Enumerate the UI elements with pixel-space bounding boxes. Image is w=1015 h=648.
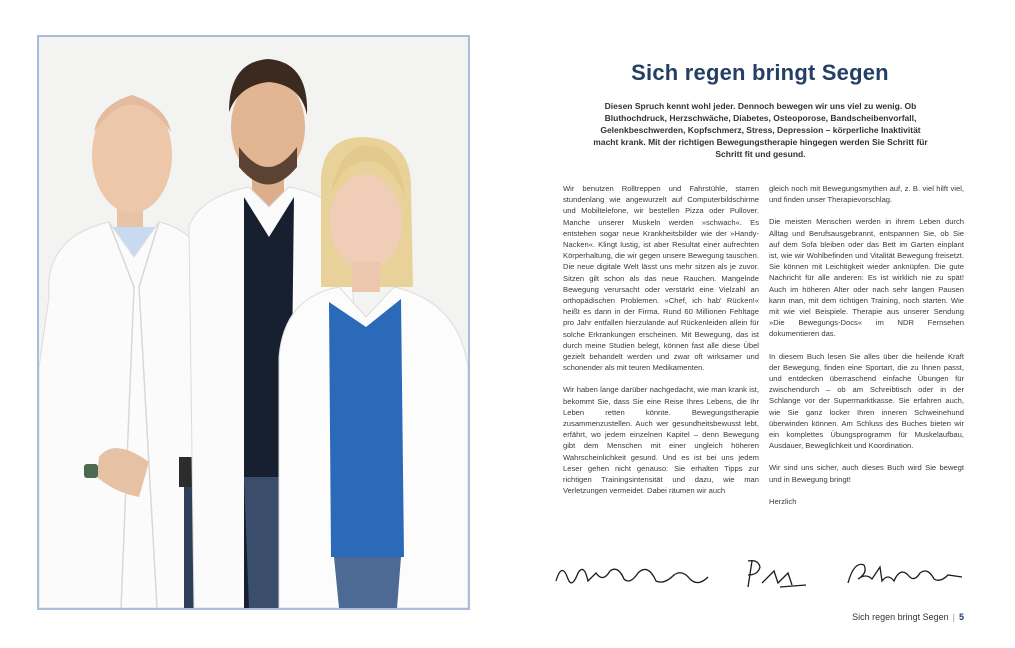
body-paragraph: Die meisten Menschen werden in ihrem Leben durch Alltag und Berufsausgebrannt, entspannen Sie, ob Sie auf dem Sofa bleiben oder das Bett im Garten einplant ist, wie wir Wohlbefinden und Vitalität Bewegung freisetzt. Sie können mit Leichtigkeit wieder anknüpfen. Die gute Nachricht für alle anderen: Es ist wirklich nie zu spät! Auch im höheren Alter oder nach sehr langen Pausen kann man, mit dem richtigen Training, noch starten. Wie mit wie viel Beispiele. Therapie aus unserer Sendung »Die Bewegungs-Docs« im NDR Fernsehen dokumentieren das.: [769, 217, 964, 339]
page-footer: [852, 612, 964, 622]
body-paragraph: Wir sind uns sicher, auch dieses Buch wird Sie bewegt und in Bewegung bringt!: [769, 463, 964, 484]
body-paragraph: Wir benutzen Rolltreppen und Fahrstühle, starren stundenlang wie angewurzelt auf Computerbildschirme und Mobiltelefone, wir bestellen Pizza oder Pullover. Manche unserer Muskeln werden »schwach«. Es entstehen sogar neue Krankheitsbilder wie der »Handy-Nacken«. Klingt lustig, ist aber Resultat einer aufrechten Körperhaltung, die wir gegen unsere Bewegung tauschen. Die neue digitale Welt lässt uns mehr sitzen als je zuvor. Sitzen gilt schon als das neue Rauchen. Mangelnde Bewegung verursacht oder verstärkt eine Vielzahl an orthopädischen Problemen. »Chef, ich hab' Rücken!« heißt es dann in der Firma. Rund 60 Millionen Fehltage pro Jahr entfallen hierzulande auf Rückenleiden allein für solche Erkrankungen erscheinen. Mit Bewegung, das ist durch meine Studien belegt, können fast alle diese Übel gezielt behandelt werden und zwar oft wirksamer und schonender als mit teuren Medikamenten.: [563, 184, 759, 373]
left-text-column: [563, 183, 759, 507]
footer-chapter: Sich regen bringt Segen: [852, 612, 949, 622]
author-photo: [37, 35, 470, 610]
page-number: 5: [958, 612, 964, 622]
page-title: Sich regen bringt Segen: [631, 60, 889, 85]
signature-2: [748, 561, 806, 587]
body-paragraph: Wir haben lange darüber nachgedacht, wie man krank ist, bekommt Sie, dass Sie eine Reise Ihres Lebens, die Ihr Leben retten könnte. Bewegungstherapie zusammenzustellen. Auch wer gesundheitsbewusst lebt, erfährt, wo jedem einzelnen Kapitel – denn Bewegung gibt dem Menschen mit einer ungleich höheren Wahrscheinlichkeit gesund. Und es ist bei uns jedem Leser gehen nicht genauso: Sie erhalten Tipps zur richtigen Trainingsintensität und dazu, wie man Verletzungen vermeidet. Dabei räumen wir auch: [563, 385, 759, 496]
signature-1: [556, 569, 708, 583]
body-paragraph: In diesem Buch lesen Sie alles über die heilende Kraft der Bewegung, finden eine Sportart, die zu Ihnen passt, und entdecken überraschend einfache Übungen für zwischendurch – ob am Schreibtisch oder in der Schlange vor der Supermarktkasse. Sie erfahren auch, wie Sie ganz locker Ihren inneren Schweinehund überwinden können. Am Schluss des Buches bieten wir ein komplettes Übungsprogramm für Muskelaufbau, Ausdauer, Beweglichkeit und Koordination.: [769, 351, 964, 451]
signature-3: [848, 564, 962, 583]
author-signatures: [548, 553, 968, 595]
body-paragraph: gleich noch mit Bewegungsmythen auf, z. B. viel hilft viel, und finden unser Therapievorschlag.: [769, 184, 964, 205]
right-text-column: [769, 183, 964, 518]
intro-paragraph: Diesen Spruch kennt wohl jeder. Dennoch bewegen wir uns viel zu wenig. Ob Bluthochdruck, Herzschwäche, Diabetes, Osteoporose, Bandscheibenvorfall, Gelenkbeschwerden, Kopfschmerz, Stress, Depression – körperliche Inaktivität macht krank. Mit der richtigen Bewegungstherapie hingegen werden Sie Schritt für Schritt fit und gesund.: [593, 101, 928, 159]
footer-separator: |: [952, 612, 955, 622]
closing-greeting: Herzlich: [769, 496, 797, 506]
